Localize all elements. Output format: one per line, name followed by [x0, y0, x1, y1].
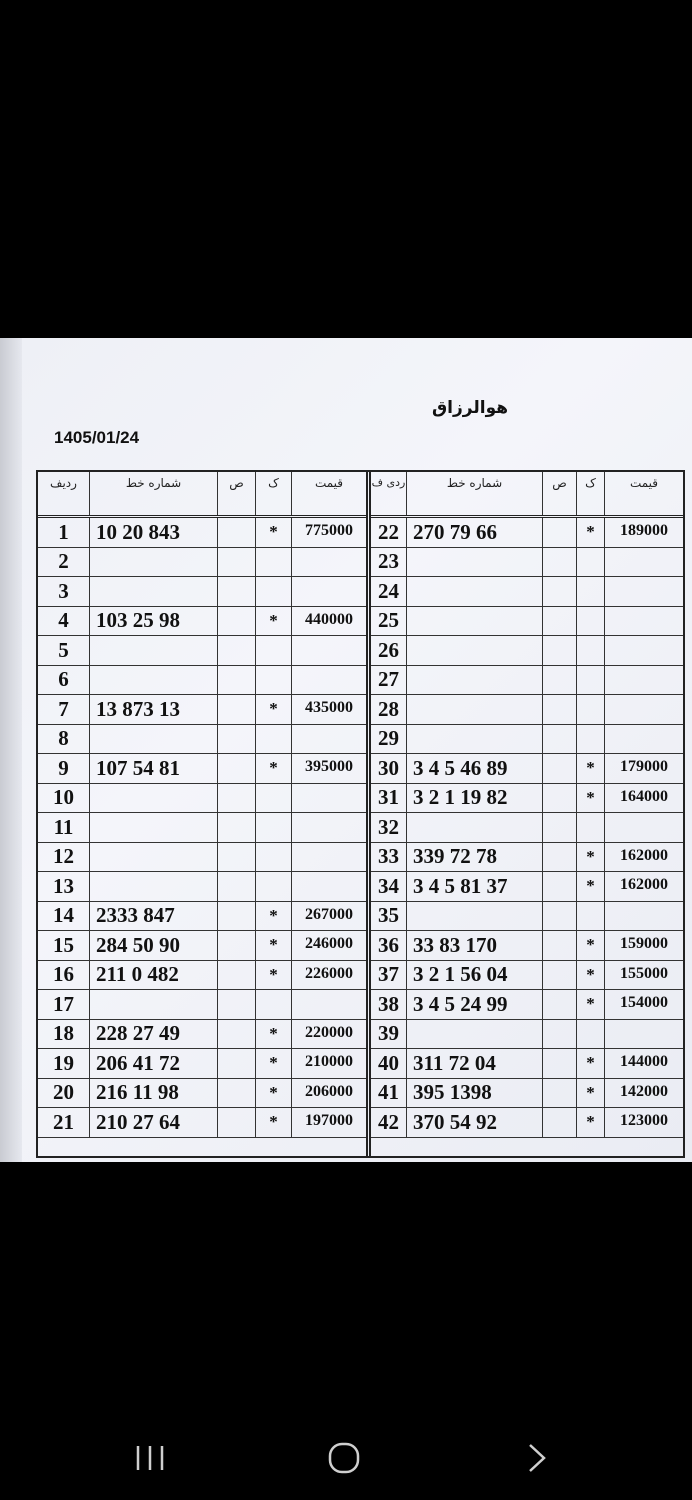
price: 155000 [620, 964, 668, 982]
price [605, 695, 683, 724]
s-cell [218, 518, 256, 547]
k-mark: * [577, 1108, 605, 1137]
k-mark: * [256, 1049, 292, 1078]
s-cell [543, 931, 577, 960]
k-mark: * [577, 754, 605, 783]
s-cell [218, 636, 256, 665]
table-row [38, 990, 368, 1020]
line-number: 216 11 98 [90, 1079, 218, 1108]
k-mark [577, 666, 605, 695]
header-price: قیمت [629, 476, 659, 490]
line-number [407, 1020, 543, 1049]
s-cell [218, 1020, 256, 1049]
table-row [371, 872, 683, 902]
table-row [38, 813, 368, 843]
line-number: 33 83 170 [407, 931, 543, 960]
table-row [38, 695, 368, 725]
k-mark [577, 695, 605, 724]
line-number [407, 902, 543, 931]
s-cell [543, 961, 577, 990]
price: 162000 [620, 876, 668, 893]
table-row [38, 518, 368, 548]
table-row [371, 518, 683, 548]
k-mark [256, 636, 292, 665]
price: 220000 [305, 1023, 353, 1041]
price: 164000 [620, 787, 668, 805]
table-row [38, 1108, 368, 1138]
row-index: 3 [38, 577, 90, 606]
k-mark: * [256, 518, 292, 547]
row-index: 30 [371, 754, 407, 783]
row-index: 28 [371, 695, 407, 724]
k-mark: * [577, 1049, 605, 1078]
k-mark: * [256, 1079, 292, 1108]
price: 179000 [620, 758, 668, 775]
price [292, 990, 366, 1019]
row-index: 34 [371, 872, 407, 901]
line-number [407, 813, 543, 842]
row-index: 40 [371, 1049, 407, 1078]
row-index: 6 [38, 666, 90, 695]
home-button[interactable] [314, 1440, 374, 1476]
k-mark: * [256, 931, 292, 960]
price [605, 666, 683, 695]
row-index: 14 [38, 902, 90, 931]
row-index: 2 [38, 548, 90, 577]
document-photo [0, 338, 692, 1162]
k-mark [577, 577, 605, 606]
table-row [38, 548, 368, 578]
table-row [371, 1108, 683, 1138]
price: 206000 [305, 1082, 353, 1100]
table-row [371, 1020, 683, 1050]
price [605, 548, 683, 577]
s-cell [543, 872, 577, 901]
header-k: ک [577, 472, 605, 515]
line-number [90, 784, 218, 813]
header-k: ک [256, 472, 292, 515]
table-row [38, 577, 368, 607]
row-index: 24 [371, 577, 407, 606]
price [292, 577, 366, 606]
s-cell [218, 990, 256, 1019]
price [605, 902, 683, 931]
k-mark: * [256, 754, 292, 783]
row-index: 15 [38, 931, 90, 960]
s-cell [218, 902, 256, 931]
row-index: 16 [38, 961, 90, 990]
row-index: 32 [371, 813, 407, 842]
k-mark: * [577, 931, 605, 960]
k-mark [577, 813, 605, 842]
s-cell [218, 1108, 256, 1137]
row-index: 36 [371, 931, 407, 960]
table-row [38, 961, 368, 991]
s-cell [543, 577, 577, 606]
s-cell [543, 1049, 577, 1078]
s-cell [218, 548, 256, 577]
row-index: 22 [371, 518, 407, 547]
home-icon [314, 1440, 374, 1476]
s-cell [543, 666, 577, 695]
table-row [371, 784, 683, 814]
price [292, 666, 366, 695]
row-index: 26 [371, 636, 407, 665]
table-right-half [371, 472, 683, 1156]
system-navigation-bar [0, 1420, 692, 1500]
table-row [371, 636, 683, 666]
table-row [371, 1049, 683, 1079]
k-mark [577, 1020, 605, 1049]
back-button[interactable] [508, 1440, 568, 1476]
price: 435000 [305, 699, 353, 716]
row-index: 39 [371, 1020, 407, 1049]
header-index: ردیف [38, 472, 90, 515]
line-number: 211 0 482 [90, 961, 218, 990]
row-index: 33 [371, 843, 407, 872]
row-index: 31 [371, 784, 407, 813]
row-index: 10 [38, 784, 90, 813]
price [605, 577, 683, 606]
line-number: 210 27 64 [90, 1108, 218, 1137]
k-mark [256, 548, 292, 577]
table-row [371, 902, 683, 932]
table-row [371, 607, 683, 637]
row-index: 13 [38, 872, 90, 901]
line-number [407, 636, 543, 665]
k-mark: * [256, 902, 292, 931]
row-index: 4 [38, 607, 90, 636]
table-row [38, 1020, 368, 1050]
header-price: قیمت [314, 476, 344, 490]
line-number: 339 72 78 [407, 843, 543, 872]
k-mark: * [256, 695, 292, 724]
header-s: ص [543, 472, 577, 515]
s-cell [543, 607, 577, 636]
row-index: 19 [38, 1049, 90, 1078]
line-number: 395 1398 [407, 1079, 543, 1108]
line-number: 107 54 81 [90, 754, 218, 783]
header-s: ص [218, 472, 256, 515]
table-row [38, 725, 368, 755]
k-mark: * [577, 872, 605, 901]
k-mark [256, 813, 292, 842]
document-date: 1405/01/24 [54, 428, 140, 447]
table-row [371, 695, 683, 725]
s-cell [543, 636, 577, 665]
s-cell [218, 784, 256, 813]
k-mark [577, 548, 605, 577]
price: 775000 [305, 522, 353, 539]
s-cell [543, 548, 577, 577]
k-mark [256, 666, 292, 695]
row-index: 8 [38, 725, 90, 754]
s-cell [218, 607, 256, 636]
row-index: 17 [38, 990, 90, 1019]
table-row [371, 548, 683, 578]
s-cell [543, 1108, 577, 1137]
s-cell [543, 902, 577, 931]
row-index: 1 [38, 518, 90, 547]
price-table [36, 470, 685, 1158]
price: 142000 [620, 1082, 668, 1100]
line-number [90, 725, 218, 754]
recent-apps-icon [120, 1440, 180, 1476]
document-heading: هوالرزاق [431, 398, 509, 418]
price [292, 784, 366, 813]
line-number [407, 695, 543, 724]
k-mark [256, 843, 292, 872]
s-cell [218, 754, 256, 783]
line-number [407, 607, 543, 636]
price: 144000 [620, 1053, 668, 1070]
price: 226000 [305, 964, 353, 982]
k-mark [256, 872, 292, 901]
price [292, 813, 366, 842]
k-mark: * [577, 990, 605, 1019]
line-number: 10 20 843 [90, 518, 218, 547]
price [605, 607, 683, 636]
s-cell [543, 754, 577, 783]
table-row [371, 843, 683, 873]
row-index: 7 [38, 695, 90, 724]
k-mark [577, 607, 605, 636]
table-row [38, 784, 368, 814]
table-row [38, 931, 368, 961]
s-cell [218, 577, 256, 606]
row-index: 27 [371, 666, 407, 695]
table-row [38, 843, 368, 873]
line-number: 3 4 5 81 37 [407, 872, 543, 901]
line-number: 13 873 13 [90, 695, 218, 724]
s-cell [543, 1079, 577, 1108]
price: 159000 [620, 935, 668, 952]
k-mark: * [577, 1079, 605, 1108]
k-mark [256, 784, 292, 813]
line-number: 370 54 92 [407, 1108, 543, 1137]
k-mark: * [577, 518, 605, 547]
s-cell [218, 1049, 256, 1078]
header-line-number: شماره خط [90, 472, 218, 515]
s-cell [543, 518, 577, 547]
line-number [90, 577, 218, 606]
price: 162000 [620, 846, 668, 864]
recent-apps-button[interactable] [120, 1440, 180, 1476]
price: 246000 [305, 935, 353, 952]
row-index: 18 [38, 1020, 90, 1049]
table-row [371, 666, 683, 696]
line-number [90, 813, 218, 842]
price [605, 636, 683, 665]
k-mark: * [577, 843, 605, 872]
s-cell [543, 843, 577, 872]
table-row [371, 961, 683, 991]
s-cell [218, 1079, 256, 1108]
line-number: 228 27 49 [90, 1020, 218, 1049]
k-mark: * [577, 961, 605, 990]
table-header [371, 472, 683, 518]
k-mark [256, 577, 292, 606]
k-mark [577, 636, 605, 665]
line-number: 2333 847 [90, 902, 218, 931]
line-number [90, 872, 218, 901]
table-row [38, 754, 368, 784]
header-index: ردی ف [371, 472, 407, 515]
line-number: 103 25 98 [90, 607, 218, 636]
line-number: 311 72 04 [407, 1049, 543, 1078]
price [605, 813, 683, 842]
line-number: 3 2 1 19 82 [407, 784, 543, 813]
price [292, 872, 366, 901]
row-index: 41 [371, 1079, 407, 1108]
s-cell [218, 843, 256, 872]
header-line-number: شماره خط [407, 472, 543, 515]
price [605, 725, 683, 754]
price: 210000 [305, 1053, 353, 1070]
line-number [407, 725, 543, 754]
table-row [371, 754, 683, 784]
row-index: 20 [38, 1079, 90, 1108]
s-cell [543, 695, 577, 724]
line-number: 206 41 72 [90, 1049, 218, 1078]
price: 267000 [305, 905, 353, 923]
price: 154000 [620, 994, 668, 1011]
price: 189000 [620, 522, 668, 539]
row-index: 12 [38, 843, 90, 872]
line-number: 3 4 5 46 89 [407, 754, 543, 783]
line-number [407, 548, 543, 577]
price: 440000 [305, 610, 353, 628]
price [605, 1020, 683, 1049]
price [292, 636, 366, 665]
k-mark: * [256, 1108, 292, 1137]
s-cell [218, 872, 256, 901]
line-number [90, 666, 218, 695]
row-index: 5 [38, 636, 90, 665]
row-index: 9 [38, 754, 90, 783]
table-row [371, 813, 683, 843]
row-index: 11 [38, 813, 90, 842]
line-number [90, 843, 218, 872]
line-number [407, 666, 543, 695]
table-row [371, 725, 683, 755]
k-mark [577, 725, 605, 754]
line-number [90, 636, 218, 665]
table-row [38, 636, 368, 666]
table-header [38, 472, 368, 518]
table-row [38, 607, 368, 637]
k-mark [256, 990, 292, 1019]
table-row [38, 1079, 368, 1109]
k-mark: * [256, 1020, 292, 1049]
line-number: 270 79 66 [407, 518, 543, 547]
price [292, 843, 366, 872]
table-row [38, 1049, 368, 1079]
table-row [371, 931, 683, 961]
k-mark [577, 902, 605, 931]
s-cell [543, 784, 577, 813]
k-mark: * [256, 961, 292, 990]
back-icon [508, 1440, 568, 1476]
s-cell [218, 725, 256, 754]
row-index: 35 [371, 902, 407, 931]
table-row [371, 1079, 683, 1109]
s-cell [218, 666, 256, 695]
line-number [90, 990, 218, 1019]
s-cell [218, 813, 256, 842]
s-cell [543, 990, 577, 1019]
price: 123000 [620, 1112, 668, 1129]
price: 197000 [305, 1112, 353, 1129]
table-row [371, 990, 683, 1020]
line-number: 3 2 1 56 04 [407, 961, 543, 990]
row-index: 37 [371, 961, 407, 990]
table-row [371, 577, 683, 607]
s-cell [543, 1020, 577, 1049]
s-cell [543, 813, 577, 842]
s-cell [218, 695, 256, 724]
row-index: 38 [371, 990, 407, 1019]
price: 395000 [305, 758, 353, 775]
s-cell [218, 931, 256, 960]
row-index: 42 [371, 1108, 407, 1137]
row-index: 29 [371, 725, 407, 754]
table-left-half [38, 472, 368, 1156]
s-cell [543, 725, 577, 754]
table-row [38, 902, 368, 932]
line-number [407, 577, 543, 606]
k-mark: * [577, 784, 605, 813]
paper-edge [0, 338, 22, 1162]
line-number: 3 4 5 24 99 [407, 990, 543, 1019]
price [292, 548, 366, 577]
k-mark [256, 725, 292, 754]
s-cell [218, 961, 256, 990]
row-index: 23 [371, 548, 407, 577]
table-row [38, 666, 368, 696]
row-index: 21 [38, 1108, 90, 1137]
k-mark: * [256, 607, 292, 636]
line-number [90, 548, 218, 577]
line-number: 284 50 90 [90, 931, 218, 960]
row-index: 25 [371, 607, 407, 636]
table-row [38, 872, 368, 902]
price [292, 725, 366, 754]
